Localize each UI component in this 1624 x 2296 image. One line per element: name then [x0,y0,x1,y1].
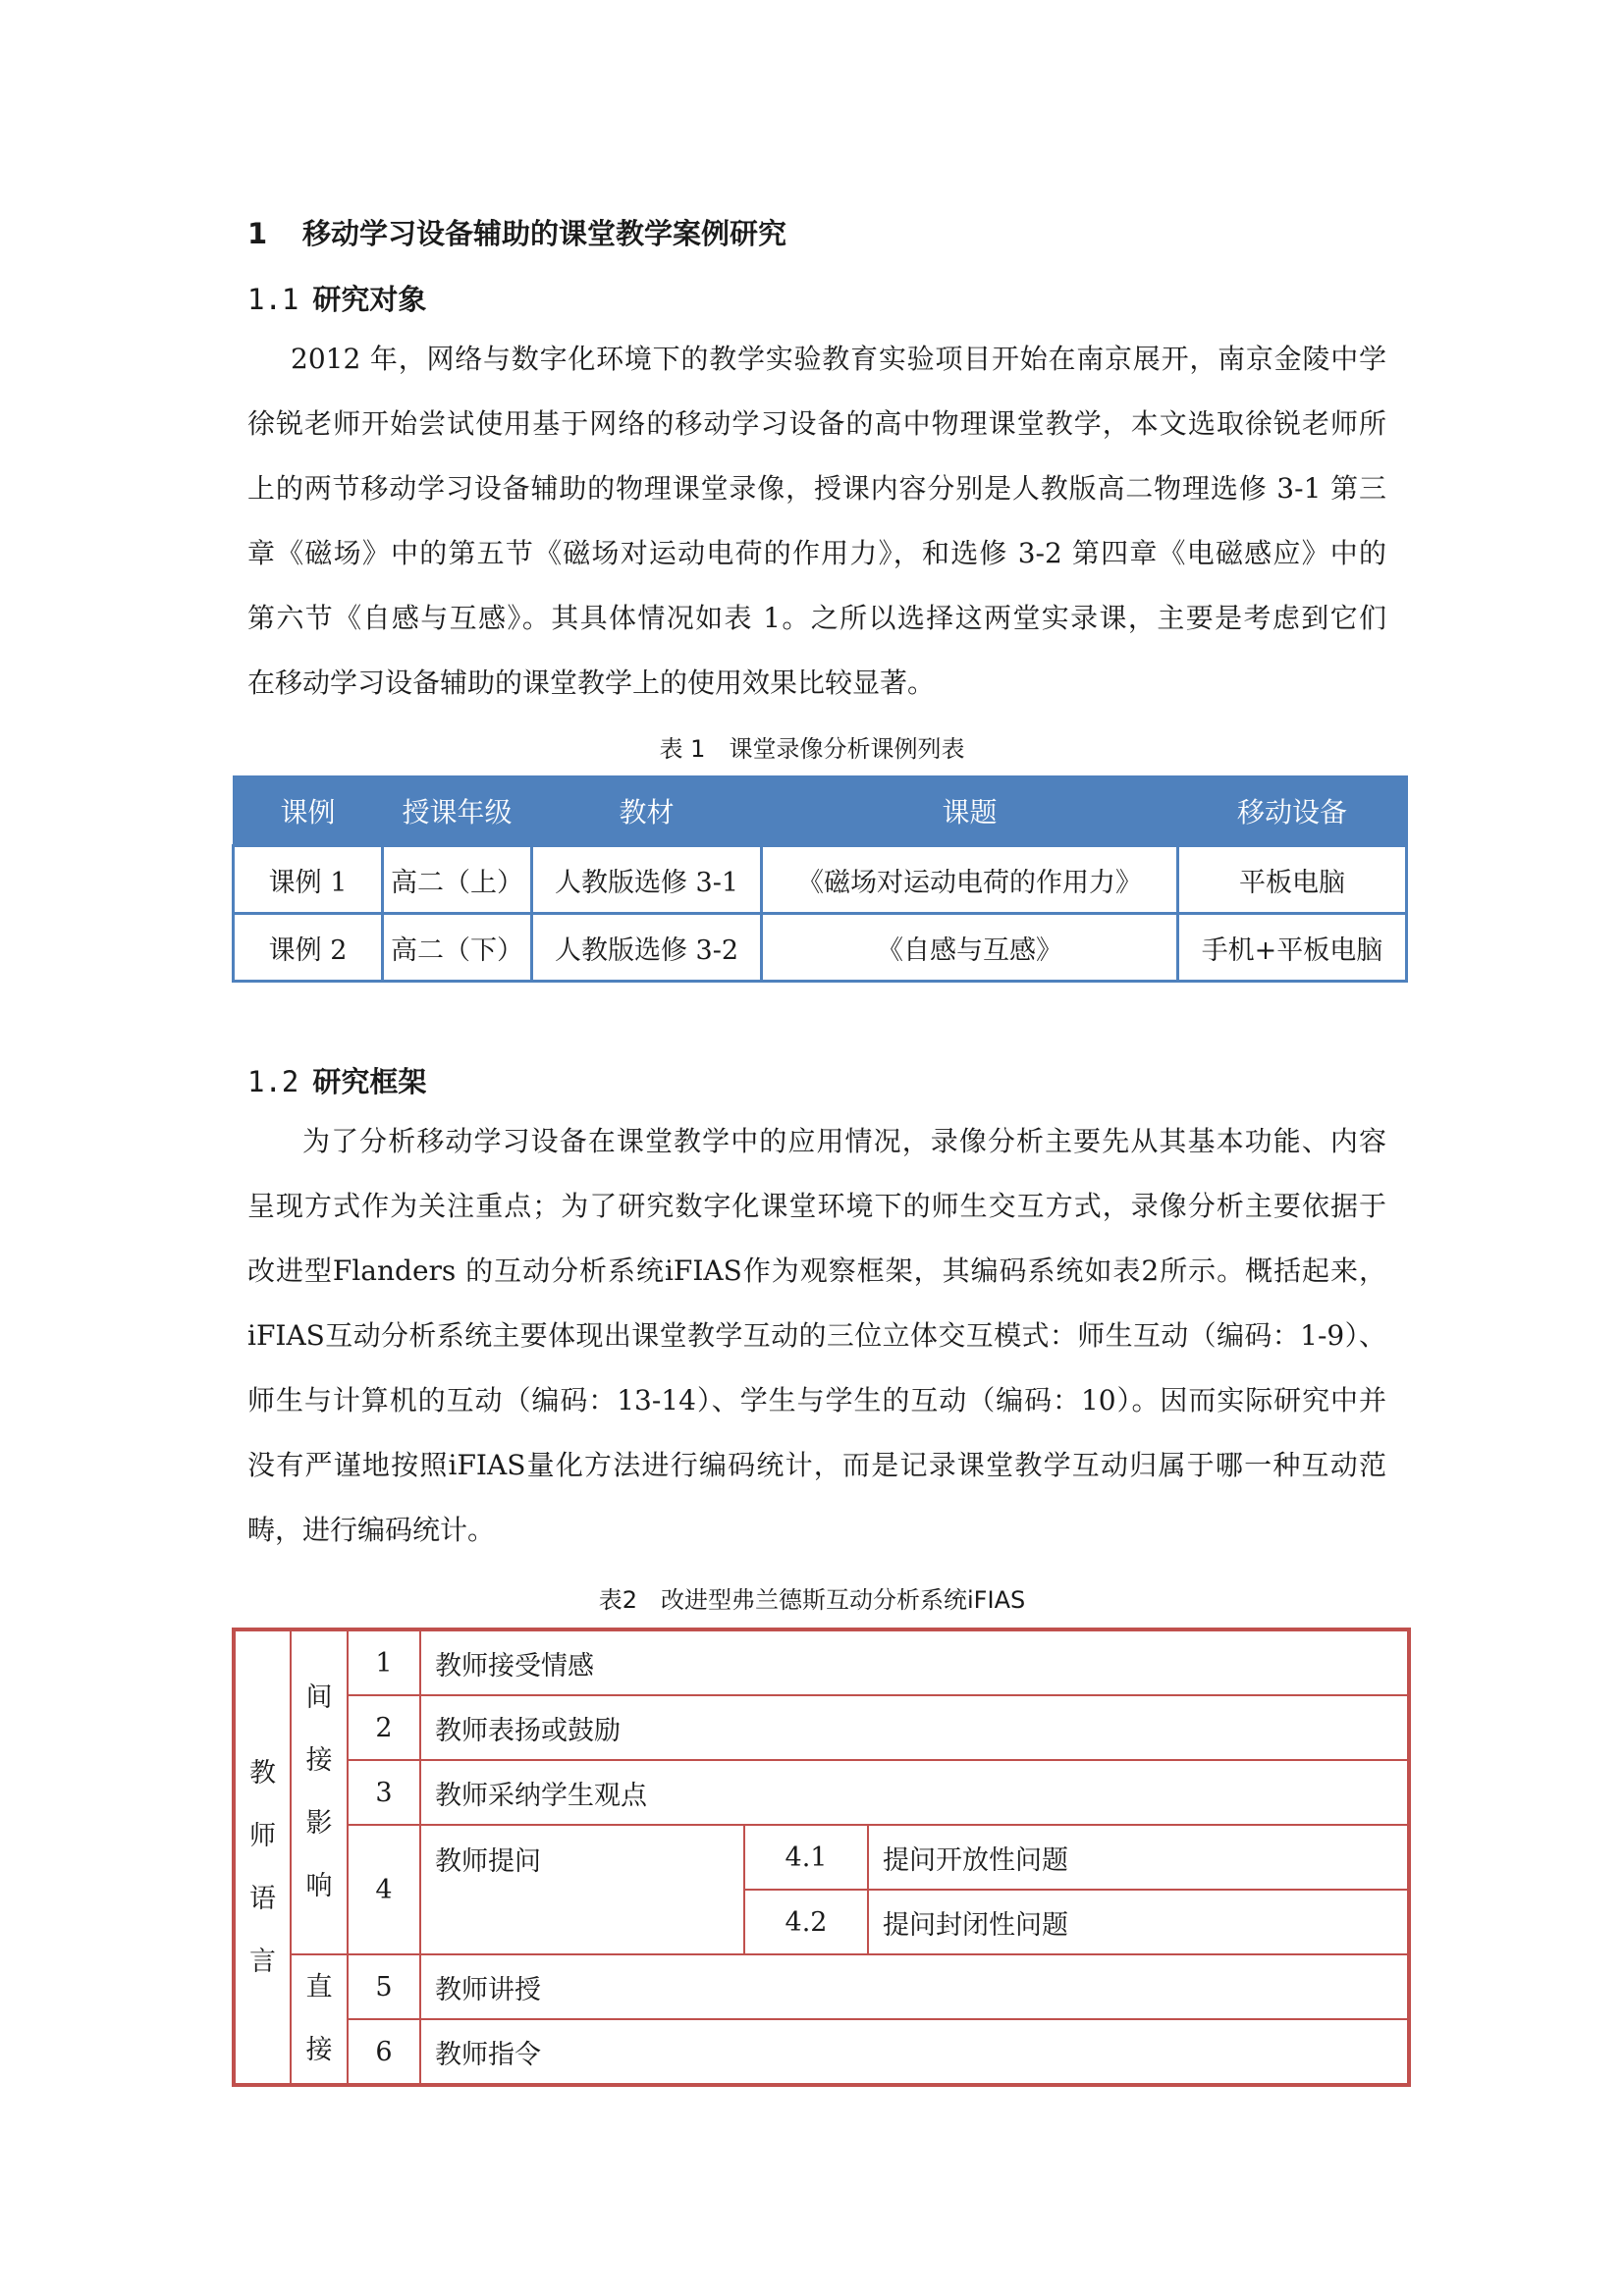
subcategory-indirect-influence [291,1629,348,1954]
section-1-heading [247,212,786,252]
paragraph-line: 2012 年，网络与数字化环境下的教学实验教育实验项目开始在南京展开，南京金陵中学 [291,343,1386,375]
sub-description-cell: 提问开放性问题 [868,1825,1409,1890]
paragraph-line: iFIAS互动分析系统主要体现出课堂教学互动的三位立体交互模式：师生互动（编码：1-9）、 [247,1319,1386,1352]
table-1-lesson-list [232,775,1408,983]
subcategory-char: 接 [305,1745,333,1776]
description-cell: 教师接受情感 [420,1629,1409,1695]
subcategory-char: 接 [305,2035,333,2065]
table-row [234,1825,1409,1890]
table-cell: 高二（下） [383,914,532,982]
description-cell: 教师指令 [420,2019,1409,2085]
table-row [234,1695,1409,1760]
table-cell: 平板电脑 [1178,846,1407,914]
section-1-1-heading [247,278,426,318]
subcategory-direct-influence [291,1954,348,2085]
sub-code-cell: 4.1 [744,1825,868,1890]
description-cell: 教师表扬或鼓励 [420,1695,1409,1760]
section-1-1-title: 研究对象 [312,283,427,316]
section-1-1-number: 1.1 [247,283,299,316]
table-1-header-cell: 课题 [762,776,1178,846]
category-char: 教 [249,1758,276,1789]
paragraph-line: 在移动学习设备辅助的课堂教学上的使用效果比较显著。 [247,667,936,699]
code-cell: 3 [348,1760,420,1825]
paragraph-research-object [247,327,1386,716]
code-cell: 4 [348,1825,420,1954]
category-char: 师 [249,1821,276,1851]
table-1-header-cell: 教材 [532,776,762,846]
description-cell: 教师讲授 [420,1954,1409,2019]
table-row [234,1760,1409,1825]
category-char: 语 [249,1884,276,1914]
code-cell: 2 [348,1695,420,1760]
table-1-header-cell: 课例 [234,776,383,846]
description-cell: 教师采纳学生观点 [420,1760,1409,1825]
paragraph-line: 章《磁场》中的第五节《磁场对运动电荷的作用力》，和选修 3-2 第四章《电磁感应》中的 [247,537,1386,569]
table-2-ifias-codes [232,1628,1411,2087]
table-row [234,846,1407,914]
sub-description-cell: 提问封闭性问题 [868,1890,1409,1954]
table-cell: 课例 1 [234,846,383,914]
section-1-2-title: 研究框架 [312,1065,427,1098]
table-cell: 课例 2 [234,914,383,982]
table-1-header-cell: 移动设备 [1178,776,1407,846]
category-teacher-language [234,1629,291,2085]
paragraph-research-framework [247,1109,1386,1563]
subcategory-char: 直 [305,1972,333,2002]
subcategory-char: 影 [305,1808,333,1839]
sub-code-cell: 4.2 [744,1890,868,1954]
section-1-title: 移动学习设备辅助的课堂教学案例研究 [302,217,787,250]
table-row [234,2019,1409,2085]
paragraph-line: 为了分析移动学习设备在课堂教学中的应用情况，录像分析主要先从其基本功能、内容 [302,1125,1386,1157]
table-cell: 高二（上） [383,846,532,914]
section-1-2-number: 1.2 [247,1065,299,1098]
section-1-2-heading [247,1060,426,1100]
table-1-header-cell: 授课年级 [383,776,532,846]
table-2-caption: 表2 改进型弗兰德斯互动分析系统iFIAS [598,1586,1026,1614]
table-cell: 人教版选修 3-1 [532,846,762,914]
code-cell: 1 [348,1629,420,1695]
table-cell: 手机+平板电脑 [1178,914,1407,982]
code-cell: 5 [348,1954,420,2019]
description-cell: 教师提问 [420,1825,744,1954]
table-row [234,914,1407,982]
paragraph-line: 改进型Flanders 的互动分析系统iFIAS作为观察框架，其编码系统如表2所示。概括起来， [247,1255,1386,1287]
paragraph-line: 没有严谨地按照iFIAS量化方法进行编码统计，而是记录课堂教学互动归属于哪一种互动范 [247,1449,1386,1481]
subcategory-char: 响 [305,1871,333,1901]
paragraph-line: 第六节《自感与互感》。其具体情况如表 1。之所以选择这两堂实录课，主要是考虑到它们 [247,602,1386,634]
section-1-number: 1 [247,217,268,250]
table-1-header-row [234,776,1407,846]
table-1-caption: 表 1 课堂录像分析课例列表 [659,735,965,763]
table-cell: 《磁场对运动电荷的作用力》 [762,846,1178,914]
paragraph-line: 呈现方式作为关注重点；为了研究数字化课堂环境下的师生交互方式，录像分析主要依据于 [247,1190,1386,1222]
paragraph-line: 师生与计算机的互动（编码：13-14）、学生与学生的互动（编码：10）。因而实际研究中并 [247,1384,1386,1416]
code-cell: 6 [348,2019,420,2085]
table-cell: 《自感与互感》 [762,914,1178,982]
paragraph-line: 畴，进行编码统计。 [247,1514,496,1546]
table-cell: 人教版选修 3-2 [532,914,762,982]
subcategory-char: 间 [305,1682,333,1713]
paragraph-line: 徐锐老师开始尝试使用基于网络的移动学习设备的高中物理课堂教学，本文选取徐锐老师所 [247,407,1386,440]
paragraph-line: 上的两节移动学习设备辅助的物理课堂录像，授课内容分别是人教版高二物理选修 3-1 第三 [247,472,1386,505]
category-char: 言 [249,1947,276,1977]
table-row [234,1954,1409,2019]
table-row [234,1629,1409,1695]
